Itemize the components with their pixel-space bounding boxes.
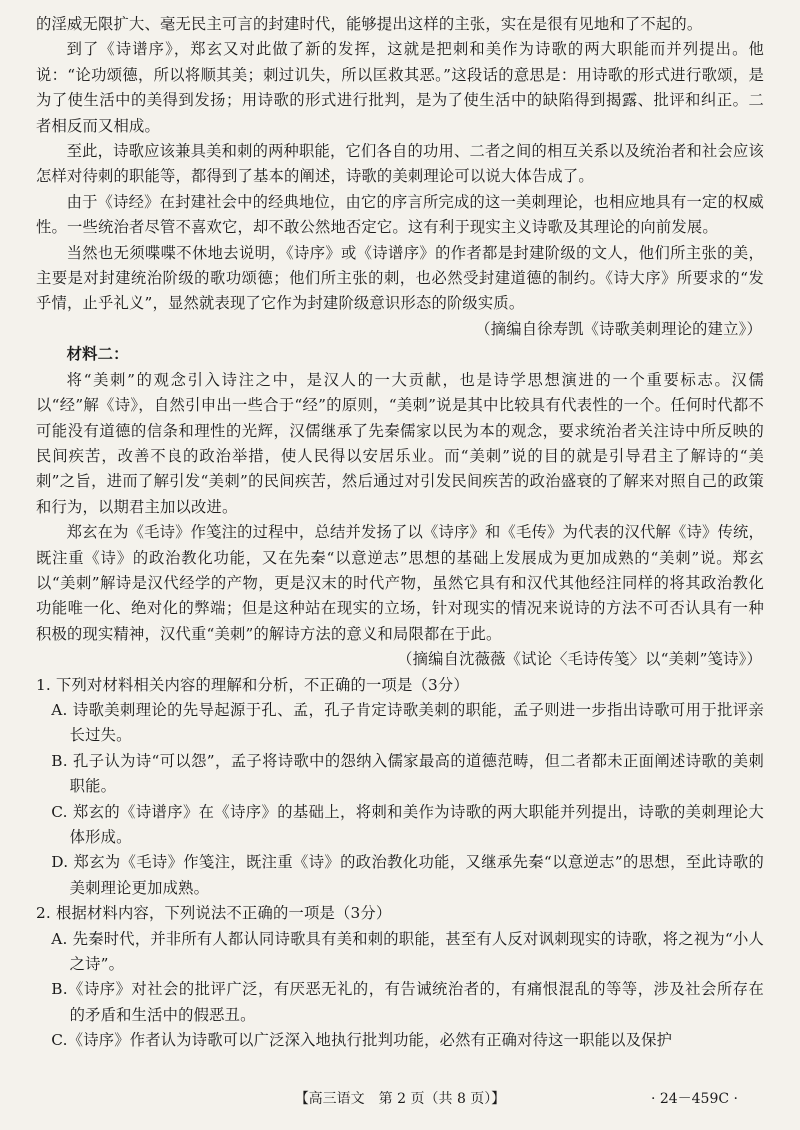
answer-option: A. 诗歌美刺理论的先导起源于孔、孟，孔子肯定诗歌美刺的职能，孟子则进一步指出诗歌可用于批评亲长过失。	[51, 700, 764, 745]
answer-option: A. 先秦时代，并非所有人都认同诗歌具有美和刺的职能，甚至有人反对讽刺现实的诗歌，将之视为“小人之诗”。	[51, 929, 764, 974]
material-heading: 材料二：	[66, 345, 129, 364]
paragraph: 到了《诗谱序》，郑玄又对此做了新的发挥，这就是把刺和美作为诗歌的两大职能而并列提出。他说：“论功颂德，所以将顺其美；刺过讥失，所以匡救其恶。”这段话的意思是：用诗歌的形式进行歌颂，是为了使生活中的美得到发扬；用诗歌的形式进行批判，是为了使生活中的缺陷得到揭露、批评和纠正。二者相反而又相成。	[36, 40, 764, 135]
paragraph: 的淫威无限扩大、毫无民主可言的封建时代，能够提出这样的主张，实在是很有见地和了不起的。	[36, 15, 703, 33]
page-number: 【高三语文 第 2 页（共 8 页）】	[294, 1091, 506, 1107]
question-stem: 2. 根据材料内容，下列说法不正确的一项是（3分）	[36, 904, 392, 923]
document-body	[36, 12, 764, 1054]
source-citation: （摘编自沈薇薇《试论〈毛诗传笺〉以“美刺”笺诗》）	[397, 650, 762, 669]
page-footer	[0, 1088, 800, 1110]
paragraph: 当然也无须喋喋不休地去说明，《诗序》或《诗谱序》的作者都是封建阶级的文人，他们所主张的美，主要是对封建统治阶级的歌功颂德；他们所主张的刺，也必然受封建道德的制约。《诗大序》所要求的“发乎情，止乎礼义”，显然就表现了它作为封建阶级意识形态的阶级实质。	[36, 243, 764, 313]
question-stem: 1. 下列对材料相关内容的理解和分析，不正确的一项是（3分）	[36, 675, 469, 694]
paragraph: 至此，诗歌应该兼具美和刺的两种职能，它们各自的功用、二者之间的相互关系以及统治者和社会应该怎样对待刺的职能等，都得到了基本的阐述，诗歌的美刺理论可以说大体告成了。	[36, 142, 764, 186]
source-citation: （摘编自徐寿凯《诗歌美刺理论的建立》）	[475, 319, 762, 338]
exam-code: · 24－459C ·	[650, 1091, 738, 1107]
paragraph: 由于《诗经》在封建社会中的经典地位，由它的序言所完成的这一美刺理论，也相应地具有一定的权威性。一些统治者尽管不喜欢它，却不敢公然地否定它。这有利于现实主义诗歌及其理论的向前发展。	[36, 192, 764, 237]
answer-option: B.《诗序》对社会的批评广泛，有厌恶无礼的，有告诫统治者的，有痛恨混乱的等等，涉及社会所存在的矛盾和生活中的假恶丑。	[51, 980, 764, 1024]
answer-option: C.《诗序》作者认为诗歌可以广泛深入地执行批判功能，必然有正确对待这一职能以及保护	[51, 1031, 673, 1050]
paragraph: 郑玄在为《毛诗》作笺注的过程中，总结并发扬了以《诗序》和《毛传》为代表的汉代解《诗》传统，既注重《诗》的政治教化功能，又在先秦“以意逆志”思想的基础上发展成为更加成熟的“美刺”说。郑玄以“美刺”解诗是汉代经学的产物，更是汉末的时代产物，虽然它具有和汉代其他经注同样的将其政治教化功能唯一化、绝对化的弊端；但是这种站在现实的立场，针对现实的情况来说诗的方法不可否认具有一种积极的现实精神，汉代重“美刺”的解诗方法的意义和局限都在于此。	[36, 523, 764, 643]
paragraph: 将“美刺”的观念引入诗注之中，是汉人的一大贡献，也是诗学思想演进的一个重要标志。汉儒以“经”解《诗》，自然引申出一些合于“经”的原则，“美刺”说是其中比较具有代表性的一个。任何时代都不可能没有道德的信条和理性的光辉，汉儒继承了先秦儒家以民为本的观念，要求统治者关注诗中所反映的民间疾苦，改善不良的政治举措，使人民得以安居乐业。而“美刺”说的目的就是引导君主了解诗的“美刺”之旨，进而了解引发“美刺”的民间疾苦，然后通过对引发民间疾苦的政治盛衰的了解来对照自己的政策和行为，以期君主加以改进。	[36, 370, 764, 516]
answer-option: C. 郑玄的《诗谱序》在《诗序》的基础上，将刺和美作为诗歌的两大职能并列提出，诗歌的美刺理论大体形成。	[51, 802, 764, 846]
answer-option: B. 孔子认为诗“可以怨”，孟子将诗歌中的怨纳入儒家最高的道德范畴，但二者都未正面阐述诗歌的美刺职能。	[51, 751, 764, 796]
answer-option: D. 郑玄为《毛诗》作笺注，既注重《诗》的政治教化功能，又继承先秦“以意逆志”的思想，至此诗歌的美刺理论更加成熟。	[51, 853, 764, 897]
